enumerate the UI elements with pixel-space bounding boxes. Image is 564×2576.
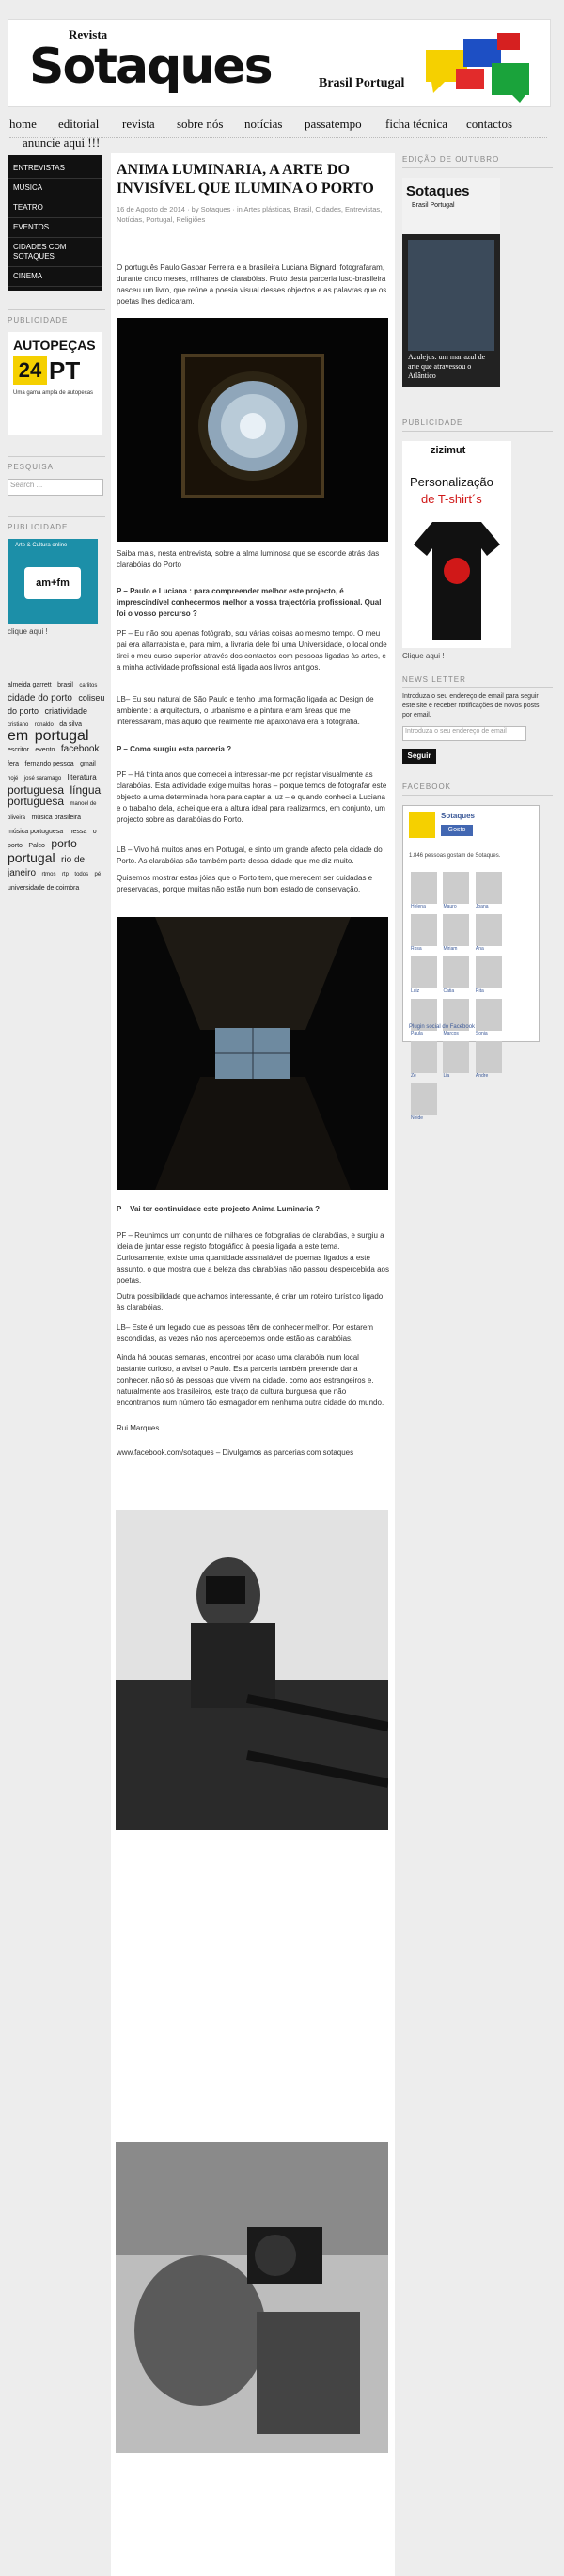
tag-link[interactable]: rio de (61, 855, 86, 865)
tag-cloud (8, 677, 105, 894)
tag-link[interactable]: portugal (34, 728, 89, 744)
zizimut-brand: zizimut (431, 445, 466, 456)
fb-face[interactable]: Miriam (443, 914, 469, 946)
tag-link[interactable]: evento (35, 747, 55, 753)
answer-2-pf: PF – Há trinta anos que comecei a interessar-me por registar visualmente as clarabóias. Esta actividade exige muitas horas – porque temos de fotografar este objecto a uma determinada hora para captar a luz – e quando conheci a Luciana e o trabalho dela, achei que era a altura ideal para realizarmos, em conjunto, um projecto sobre as clarabóias do Porto. (117, 770, 387, 824)
tag-link[interactable]: língua (70, 783, 102, 797)
tag-link[interactable]: música portuguesa (8, 829, 64, 835)
tag-link[interactable]: almeida garrett (8, 682, 52, 688)
tag-link[interactable]: manoel de (70, 801, 97, 807)
nav-home[interactable]: home (9, 117, 37, 131)
tag-link[interactable]: portuguesa (8, 783, 65, 797)
answer-3-pf: PF – Reunimos um conjunto de milhares de fotografias de clarabóias, e surgiu a ideia de juntar esse registo fotográfico à poesia ligada a este tema. Curiosamente, existe uma quantidade assinalável de poemas ligados a este assunto, o que mostra que a beleza das clarabóias não passou despercebida aos poetas. (117, 1231, 389, 1285)
tag-link[interactable]: hojé (8, 776, 19, 782)
answer-2-lb-2: Quisemos mostrar estas jóias que o Porto tem, que merecem ser cuidadas e preservadas, porque muitas não estão num bom estado de conservação. (117, 874, 373, 893)
nav-anuncie[interactable]: anuncie aqui !!! (23, 135, 101, 150)
question-3: P – Vai ter continuidade este projecto Anima Luminaria ? (117, 1205, 321, 1213)
tag-link[interactable]: música brasileira (31, 814, 81, 821)
facebook-widget (402, 805, 540, 1121)
article-intro: O português Paulo Gaspar Ferreira e a brasileira Luciana Bignardi fotografaram, durante cinco meses, milhares de clarabóias. Fruto desta parceria luso-brasileira nasceu um livro, que reúne a poesia visual desses objectos e as palavras que os poetas lhes dedicaram. (117, 263, 387, 306)
tag-link[interactable]: carlitos (79, 683, 98, 688)
tag-link[interactable]: literatura (67, 773, 97, 782)
facebook-link[interactable]: www.facebook.com/sotaques – Divulgamos as parcerias com sotaques (117, 1448, 354, 1457)
photographer-photo-2[interactable] (116, 2142, 388, 2453)
tag-link[interactable]: oliveira (8, 815, 26, 821)
site-logo[interactable]: Sotaques (29, 39, 272, 95)
pesquisa-heading: PESQUISA (8, 456, 105, 471)
article-title[interactable]: ANIMA LUMINARIA, A ARTE DO INVISÍVEL QUE ILUMINA O PORTO (117, 162, 374, 197)
tshirt-icon (414, 522, 500, 640)
category-item[interactable]: TEATRO (8, 198, 102, 218)
newsletter-text: Introduza o seu endereço de email para seguir este site e receber notificações de novos posts por email. (402, 693, 540, 719)
tag-link[interactable]: brasil (57, 682, 73, 688)
article-author: Rui Marques (117, 1424, 160, 1432)
photographer-photo-1[interactable] (116, 1510, 388, 1830)
zizimut-ad[interactable] (402, 441, 511, 648)
answer-3-lb: LB– Este é um legado que as pessoas têm de conhecer melhor. Por estarem escondidas, as vezes não nos apercebemos onde estão as clarabóias. (117, 1323, 374, 1343)
answer-3-pf-2: Outra possibilidade que achamos interessante, é criar um roteiro turístico ligado às clarabóias. (117, 1292, 384, 1312)
magazine-subtitle: Brasil Portugal (412, 202, 455, 209)
fb-page-avatar[interactable] (409, 812, 435, 838)
edicao-heading: EDIÇÃO DE OUTUBRO (402, 155, 553, 168)
tag-link[interactable]: josé saramago (24, 776, 62, 782)
answer-1-pf: PF – Eu não sou apenas fotógrafo, sou várias coisas ao mesmo tempo. O meu pai era alfarrabista e, para mim, a livraria dele foi uma Universidade, o local onde tirei o meu curso superior através dos contactos com pessoas ligadas às artes, e a minha actividade profissional está ligada aos livros antigos. (117, 629, 387, 672)
right-sidebar (402, 155, 553, 1121)
magazine-headline: Azulejos: um mar azul de arte que atravessou o Atlântico (408, 353, 486, 380)
fb-face[interactable]: Catia (443, 956, 469, 988)
tag-link[interactable]: portuguesa (8, 795, 65, 808)
article-header (117, 161, 389, 225)
zizimut-personalizacao: Personalização (410, 475, 494, 489)
fb-plugin-label: Plugin social do Facebook (409, 1024, 476, 1030)
radio-ad[interactable] (8, 539, 98, 624)
fb-like-button[interactable]: Gosto (441, 825, 473, 836)
tag-link[interactable]: rtmos (41, 872, 56, 877)
fb-face[interactable]: Rita (476, 956, 502, 988)
speech-bubbles-logo-icon (422, 31, 535, 103)
tag-link[interactable]: cristiano (8, 722, 29, 728)
category-item[interactable]: CINEMA (8, 267, 102, 287)
tag-link[interactable]: universidade de coimbra (8, 885, 80, 892)
tag-link[interactable]: escritor (8, 747, 29, 753)
main-nav (9, 117, 555, 154)
category-menu (8, 155, 102, 291)
nav-divider (9, 137, 547, 138)
fb-face[interactable]: Rosa (411, 914, 437, 946)
tag-link[interactable]: nessa (69, 829, 87, 835)
tag-link[interactable]: Palco (28, 843, 45, 849)
question-2: P – Como surgiu esta parceria ? (117, 745, 232, 753)
fb-face[interactable]: Luiz (411, 956, 437, 988)
autopecas-pt: PT (49, 356, 81, 385)
tag-link[interactable]: pé (94, 872, 102, 877)
skylight-photo[interactable] (118, 318, 388, 542)
answer-3-lb-2: Ainda há poucas semanas, encontrei por acaso uma clarabóia num local bastante curioso, a avisei o Paulo. Esta parceria também pretende dar a conhecer, não só às pessoas que vivem na cidade, como aos estrangeiros e, naturalmente aos brasileiros, este traço da cultura burguesa que não encontramos num número tão esmagador em nenhuma outra cidade do mundo. (117, 1353, 384, 1407)
fb-face[interactable]: Helena (411, 872, 437, 904)
stairwell-photo[interactable] (118, 917, 388, 1190)
tag-link[interactable]: fera (8, 761, 20, 767)
fb-face[interactable]: Lia (443, 1041, 469, 1073)
tag-link[interactable]: cidade do porto (8, 693, 72, 703)
photo-caption: Saiba mais, nesta entrevista, sobre a alma luminosa que se esconde atrás das clarabóias do Porto (117, 549, 380, 569)
tag-link[interactable]: porto (8, 843, 23, 849)
radio-label: Arte & Cultura online (15, 543, 68, 548)
article-meta: 16 de Agosto de 2014 · by Sotaques · in Artes plásticas, Brasil, Cidades, Entrevistas, Notícias, Portugal, Religiões (117, 205, 383, 224)
nav-contactos[interactable]: contactos (466, 117, 513, 131)
logo-revista: Revista (69, 27, 108, 41)
fb-face[interactable]: Zé (411, 1041, 437, 1073)
facebook-heading: FACEBOOK (402, 782, 553, 796)
search-input[interactable]: Search ... (8, 479, 103, 496)
nav-sobre-nos[interactable]: sobre nós (177, 117, 224, 131)
tag-link[interactable]: rtp (61, 872, 69, 877)
autopecas-tagline: Uma gama ampla de autopeças (13, 390, 94, 396)
tag-link[interactable]: em (8, 728, 29, 744)
autopecas-ad[interactable] (8, 332, 102, 435)
fb-face[interactable]: Marcos (443, 999, 469, 1031)
answer-1-lb: LB– Eu sou natural de São Paulo e tenho uma formação ligada ao Design de ambiente : a arquitectura, o urbanismo e a pintura eram áreas que me interessavam, mas aquilo que realmente me apaixonava era a fotografia. (117, 695, 374, 726)
tag-link[interactable]: facebook (60, 744, 100, 754)
tag-link[interactable]: coliseu do porto (8, 693, 105, 716)
fb-face[interactable]: Mauro (443, 872, 469, 904)
fb-like-count: 1.846 pessoas gostam de Sotaques. (409, 853, 501, 859)
magazine-brand: Sotaques (406, 183, 470, 199)
question-1: P – Paulo e Luciana : para compreender melhor este projecto, é imprescindível conhecermos melhor a vossa trajectória profissional. Qual foi o vosso percurso ? (117, 587, 382, 618)
fb-face[interactable]: Joana (476, 872, 502, 904)
tag-link[interactable]: da silva (59, 721, 82, 728)
category-item[interactable]: CIDADES COM SOTAQUES (8, 238, 102, 267)
tag-link[interactable]: gmail (80, 761, 96, 767)
tag-link[interactable]: portugal (8, 850, 55, 865)
nav-ficha-tecnica[interactable]: ficha técnica (385, 117, 448, 131)
tag-link[interactable]: o (92, 829, 97, 835)
tag-link[interactable]: janeiro (8, 868, 37, 878)
category-item[interactable]: MUSICA (8, 179, 102, 198)
email-input[interactable]: Introduza o seu endereço de email (402, 726, 526, 741)
radio-logo: am+fm (24, 567, 81, 599)
fb-face[interactable]: Neide (411, 1083, 437, 1115)
answer-2-lb: LB – Vivo há muitos anos em Portugal, e sinto um grande afecto pela cidade do Porto. As clarabóias são também parte dessa cidade que me diz muito. (117, 845, 383, 865)
tag-link[interactable]: todos (74, 872, 89, 877)
clique-aqui-right[interactable]: Clique aqui ! (402, 652, 445, 660)
publicidade-heading: PUBLICIDADE (8, 309, 105, 324)
publicidade-heading-2: PUBLICIDADE (8, 516, 105, 531)
category-item[interactable]: ENTREVISTAS (8, 159, 102, 179)
tag-link[interactable]: criatividade (44, 706, 88, 716)
fb-face[interactable]: Andre (476, 1041, 502, 1073)
seguir-button[interactable]: Seguir (402, 749, 436, 764)
nav-passatempo[interactable]: passatempo (305, 117, 362, 131)
fb-face[interactable]: Ana (476, 914, 502, 946)
autopecas-title: AUTOPEÇAS (13, 338, 96, 353)
nav-noticias[interactable]: notícias (244, 117, 283, 131)
publicidade-heading-right: PUBLICIDADE (402, 419, 553, 432)
autopecas-number: 24 (13, 356, 47, 385)
site-header (8, 19, 551, 107)
clique-link[interactable]: clique aqui ! (8, 627, 48, 636)
newsletter-heading: NEWS LETTER (402, 675, 553, 688)
fb-faces-grid (411, 872, 531, 1126)
tag-link[interactable]: ronaldo (34, 722, 54, 728)
article-column (111, 153, 395, 2576)
left-sidebar (8, 155, 105, 894)
logo-subtitle: Brasil Portugal (319, 76, 405, 90)
fb-face[interactable]: Sonia (476, 999, 502, 1031)
fb-face[interactable]: Paula (411, 999, 437, 1031)
nav-editorial[interactable]: editorial (58, 117, 100, 131)
nav-revista[interactable]: revista (122, 117, 155, 131)
magazine-cover[interactable] (402, 178, 500, 387)
zizimut-tshirts: de T-shirt´s (421, 492, 482, 506)
tag-link[interactable]: fernando pessoa (24, 761, 74, 767)
tag-link[interactable]: porto (51, 837, 77, 850)
fb-page-name[interactable]: Sotaques (441, 812, 476, 820)
category-item[interactable]: EVENTOS (8, 218, 102, 238)
